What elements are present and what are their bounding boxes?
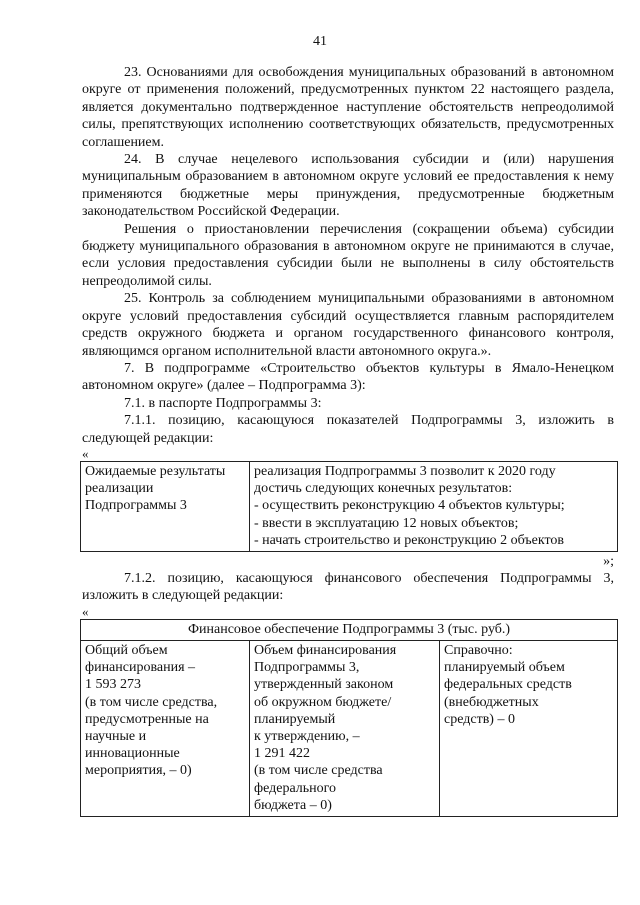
cell-line: реализация Подпрограммы 3 позволит к 2020 году xyxy=(254,463,556,479)
cell-line: к утверждению, – xyxy=(254,728,360,744)
total-financing-cell xyxy=(81,640,250,816)
financing-table-header: Финансовое обеспечение Подпрограммы 3 (тыс. руб.) xyxy=(81,619,618,640)
results-label-cell xyxy=(81,461,250,551)
cell-line: 1 291 422 xyxy=(254,746,310,762)
cell-line: Общий объем xyxy=(85,642,168,658)
paragraph-decisions: Решения о приостановлении перечисления (сокращении объема) субсидии бюджету муниципального образования в автономном округе не принимаются в случае, если условия предоставления субсидии были не выполнены в силу обстоятельств непреодолимой силы. xyxy=(82,221,614,289)
cell-line: об окружном бюджете/ xyxy=(254,694,392,710)
cell-line: утвержденный законом xyxy=(254,677,394,693)
cell-line: (в том числе средства, xyxy=(85,694,218,710)
paragraph-24: 24. В случае нецелевого использования субсидии и (или) нарушения муниципальным образованием в автономном округе условий ее предоставления к нему применяются бюджетные меры принуждения, предусмотренные бюджетным законодательством Российской Федерации. xyxy=(82,152,614,220)
opening-quote-2: « xyxy=(82,603,89,619)
cell-line: реализации xyxy=(85,481,154,497)
cell-line: финансирования – xyxy=(85,660,196,676)
reference-financing-cell xyxy=(440,640,618,816)
cell-line: Подпрограммы 3, xyxy=(254,660,360,676)
cell-line: планируемый xyxy=(254,711,336,727)
paragraph-7-1-2: 7.1.2. позицию, касающуюся финансового обеспечения Подпрограммы 3, изложить в следующей редакции: xyxy=(82,570,614,604)
financing-table xyxy=(80,619,618,817)
paragraph-7-1: 7.1. в паспорте Подпрограммы 3: xyxy=(124,395,322,411)
cell-line: достичь следующих конечных результатов: xyxy=(254,481,513,497)
cell-line: Подпрограммы 3 xyxy=(85,498,187,514)
cell-line: бюджета – 0) xyxy=(254,797,332,813)
table-header-row xyxy=(81,619,618,640)
cell-line: - ввести в эксплуатацию 12 новых объектов; xyxy=(254,515,519,531)
page-number: 41 xyxy=(313,34,327,49)
cell-line: - осуществить реконструкцию 4 объектов культуры; xyxy=(254,498,565,514)
cell-line: федерального xyxy=(254,780,337,796)
cell-line: Справочно: xyxy=(444,642,513,658)
cell-line: - начать строительство и реконструкцию 2 объектов xyxy=(254,532,564,548)
approved-financing-cell xyxy=(250,640,440,816)
opening-quote-1: « xyxy=(82,445,89,461)
cell-line: научные и xyxy=(85,728,147,744)
cell-line: Объем финансирования xyxy=(254,642,397,658)
paragraph-7: 7. В подпрограмме «Строительство объектов культуры в Ямало-Ненецком автономном округе» (далее – Подпрограмма 3): xyxy=(82,360,614,394)
paragraph-23: 23. Основаниями для освобождения муниципальных образований в автономном округе от применения положений, предусмотренных пунктом 22 настоящего раздела, является документально подтвержденное наступление обстоятельств непреодолимой силы, препятствующих исполнению соответствующих обязательств, предусмотренных соглашением. xyxy=(82,65,614,150)
cell-line: федеральных средств xyxy=(444,677,572,693)
cell-line: средств) – 0 xyxy=(444,711,515,727)
cell-line: (внебюджетных xyxy=(444,694,539,710)
cell-line: 1 593 273 xyxy=(85,677,141,693)
document-body xyxy=(82,64,614,817)
cell-line: предусмотренные на xyxy=(85,711,209,727)
table-row xyxy=(81,461,618,551)
cell-line: мероприятия, – 0) xyxy=(85,763,192,779)
cell-line: (в том числе средства xyxy=(254,763,383,779)
closing-quote-1: »; xyxy=(603,553,614,569)
cell-line: планируемый объем xyxy=(444,660,565,676)
paragraph-25: 25. Контроль за соблюдением муниципальными образованиями в автономном округе условий предоставления субсидий осуществляется главным распорядителем средств окружного бюджета и органом государственного финансового контроля, являющимся органом исполнительной власти автономного округа.». xyxy=(82,291,614,359)
results-value-cell xyxy=(250,461,618,551)
cell-line: инновационные xyxy=(85,746,180,762)
cell-line: Ожидаемые результаты xyxy=(85,463,226,479)
table-row xyxy=(81,640,618,816)
paragraph-7-1-1: 7.1.1. позицию, касающуюся показателей Подпрограммы 3, изложить в следующей редакции: xyxy=(82,413,614,446)
results-table xyxy=(80,461,618,552)
